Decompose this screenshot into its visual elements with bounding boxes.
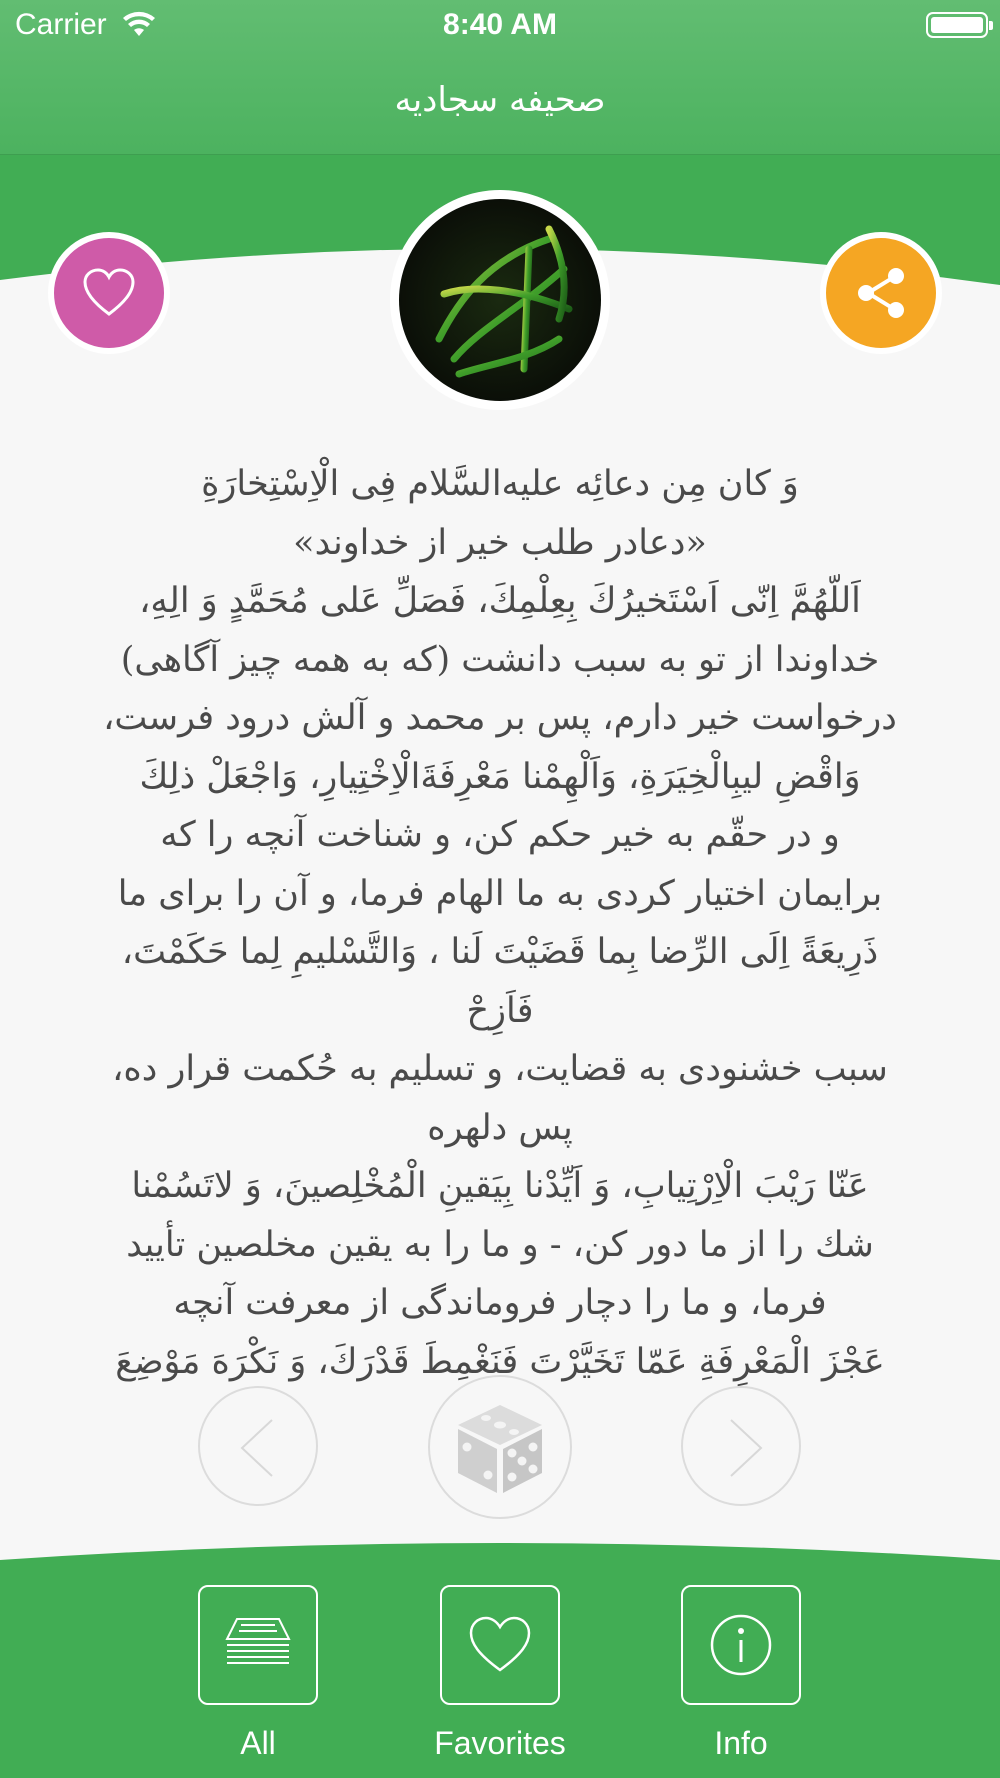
prayer-line: اَللّهُمَّ اِنّی اَسْتَخیرُكَ بِعِلْمِكَ، فَصَلِّ عَلی مُحَمَّدٍ وَ الِهِ، [139, 581, 861, 621]
prayer-line: شك را از ما دور کن، - و ما را به یقین مخلصین تأیید [126, 1224, 874, 1265]
prayer-line: فرما، و ما را دچار فروماندگی از معرفت آنچه [173, 1283, 827, 1323]
favorite-button[interactable] [48, 232, 170, 354]
tab-favorites-label: Favorites [434, 1725, 566, 1761]
stack-icon [223, 1617, 293, 1673]
tab-info-label: Info [714, 1725, 768, 1761]
prayer-line: سبب خشنودی به قضایت، و تسلیم به حُکمت قرار ده، [112, 1049, 888, 1089]
prayer-line: عَجْزَ الْمَعْرِفَةِ عَمّا تَخَیَّرْتَ فَنَغْمِطَ قَدْرَكَ، وَ نَكْرَهَ مَوْضِعَ [115, 1341, 885, 1382]
chevron-left-icon [200, 1388, 320, 1508]
prayer-line: و در حقّم به خیر حکم کن، و شناخت آنچه را که [160, 815, 840, 855]
tab-all-box[interactable] [198, 1585, 318, 1705]
navigation-bar [0, 0, 1000, 155]
clock: 8:40 AM [443, 8, 557, 41]
tab-favorites[interactable] [434, 1585, 566, 1762]
tab-info-box[interactable] [681, 1585, 801, 1705]
calligraphy-image [399, 199, 601, 401]
status-bar [0, 0, 1000, 50]
prayer-line: وَاقْضِ لیبِالْخِیَرَةِ، وَاَلْهِمْنا مَعْرِفَةَالْاِخْتِیارِ، وَاجْعَلْ ذلِكَ [139, 756, 861, 797]
tab-all-label: All [240, 1725, 276, 1761]
carrier-label: Carrier [15, 8, 107, 41]
prayer-text[interactable] [95, 455, 905, 1382]
tab-all[interactable] [198, 1585, 318, 1762]
prayer-line: عَنّا رَیْبَ الْاِرْتِیابِ، وَ اَیِّدْنا بِیَقینِ الْمُخْلِصینَ، وَ لاتَسُمْنا [131, 1166, 869, 1206]
share-icon [856, 267, 906, 319]
tab-favorites-box[interactable] [440, 1585, 560, 1705]
prayer-line: برایمان اختیار کردی به ما الهام فرما، و آن را برای ما [117, 873, 883, 914]
info-icon [709, 1613, 773, 1677]
prayer-line: درخواست خیر دارم، پس بر محمد و آلش درود فرست، [103, 698, 897, 738]
prayer-line: وَ كان مِن دعائِه علیه‌السَّلام فِی الْاِسْتِخارَةِ [201, 464, 799, 504]
prayer-line: پس دلهره [427, 1107, 573, 1148]
heart-icon [468, 1616, 532, 1674]
dice-icon [430, 1377, 570, 1517]
prayer-line: ذَرِیعَةً اِلَی الرِّضا بِما قَضَیْتَ لَنا ، وَالتَّسْلیمِ لِما حَكَمْتَ، [121, 932, 879, 972]
heart-icon [82, 268, 136, 318]
prayer-line: خداوندا از تو به سبب دانشت (که به همه چیز آگاهی) [120, 639, 880, 680]
chevron-right-icon [683, 1388, 803, 1508]
tab-info[interactable] [681, 1585, 801, 1762]
share-button[interactable] [820, 232, 942, 354]
calligraphy-logo [390, 190, 610, 410]
previous-button[interactable] [198, 1386, 318, 1506]
prayer-line: فَاَزِحْ [466, 990, 534, 1031]
next-button[interactable] [681, 1386, 801, 1506]
prayer-line: «دعادر طلب خیر از خداوند» [293, 522, 707, 563]
battery-icon [926, 12, 988, 38]
random-button[interactable] [428, 1375, 572, 1519]
page-title: صحیفه سجادیه [394, 80, 606, 120]
